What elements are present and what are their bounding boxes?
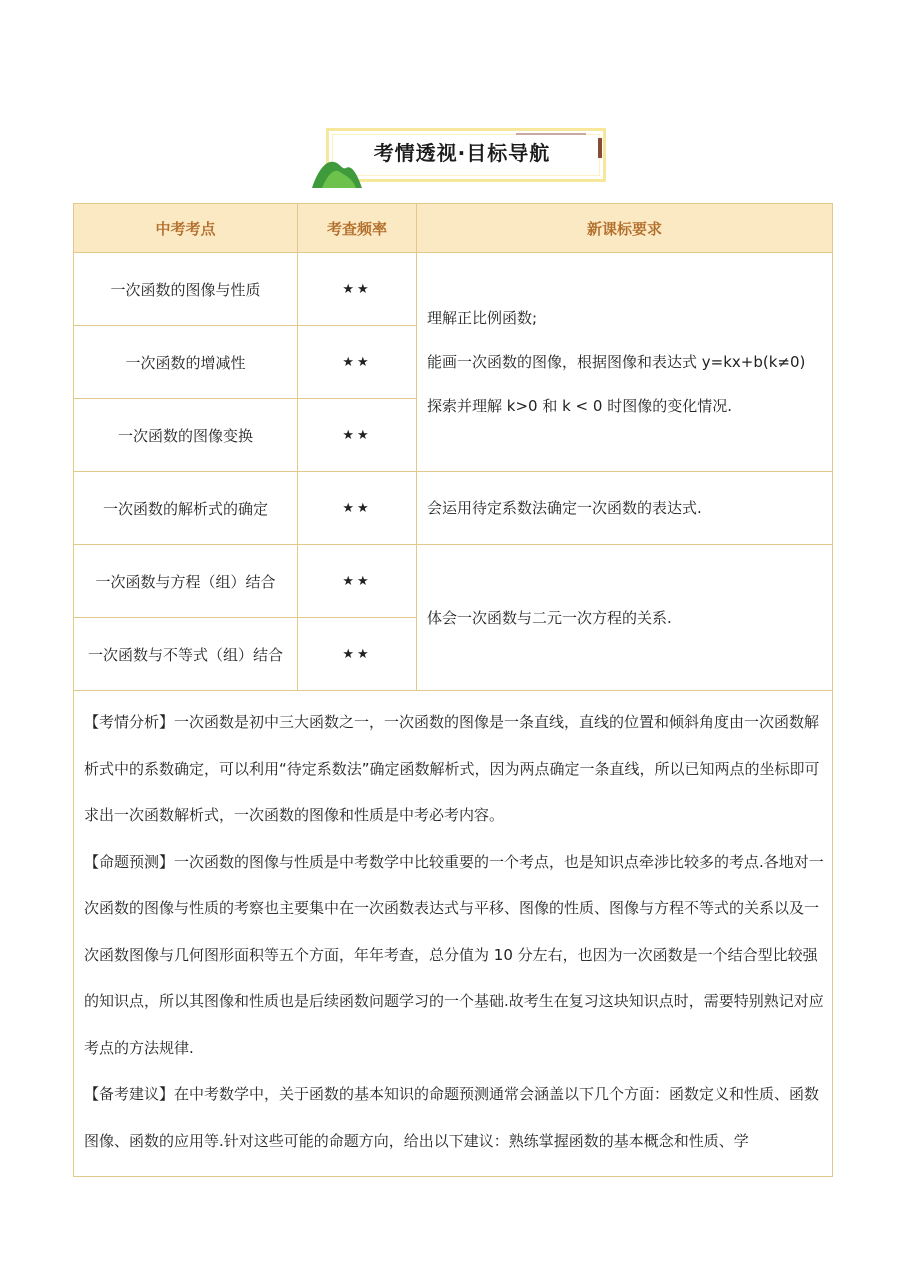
page-title: 考情透视·目标导航 bbox=[373, 141, 551, 165]
requirement-cell bbox=[417, 253, 833, 472]
requirement-cell: 体会一次函数与二元一次方程的关系. bbox=[417, 545, 833, 691]
frequency-stars: ★★ bbox=[298, 472, 417, 545]
title-banner bbox=[312, 124, 612, 192]
exam-point-cell: 一次函数的解析式的确定 bbox=[74, 472, 298, 545]
requirement-line: 理解正比例函数; bbox=[427, 309, 538, 327]
frequency-stars: ★★ bbox=[298, 253, 417, 326]
analysis-cell bbox=[74, 691, 833, 1177]
exam-point-cell: 一次函数的图像变换 bbox=[74, 399, 298, 472]
suggestion-paragraph: 【备考建议】在中考数学中，关于函数的基本知识的命题预测通常会涵盖以下几个方面：函数定义和性质、函数图像、函数的应用等.针对这些可能的命题方向，给出以下建议：熟练掌握函数的基本概念和性质、学 bbox=[84, 1085, 820, 1150]
header-frequency: 考查频率 bbox=[298, 204, 417, 253]
requirement-line: 能画一次函数的图像，根据图像和表达式 y=kx+b(k≠0) bbox=[427, 353, 806, 371]
table-row bbox=[74, 253, 833, 326]
banner-accent-line bbox=[516, 133, 586, 135]
frequency-stars: ★★ bbox=[298, 326, 417, 399]
frequency-stars: ★★ bbox=[298, 618, 417, 691]
requirement-cell: 会运用待定系数法确定一次函数的表达式. bbox=[417, 472, 833, 545]
header-requirement: 新课标要求 bbox=[417, 204, 833, 253]
frequency-stars: ★★ bbox=[298, 399, 417, 472]
exam-point-table bbox=[73, 203, 833, 1177]
exam-point-cell: 一次函数与不等式（组）结合 bbox=[74, 618, 298, 691]
table-header-row bbox=[74, 204, 833, 253]
analysis-paragraph: 【考情分析】一次函数是初中三大函数之一，一次函数的图像是一条直线，直线的位置和倾斜角度由一次函数解析式中的系数确定，可以利用“待定系数法”确定函数解析式，因为两点确定一条直线，所以已知两点的坐标即可求出一次函数解析式，一次函数的图像和性质是中考必考内容。 bbox=[84, 713, 820, 824]
requirement-line: 探索并理解 k>0 和 k < 0 时图像的变化情况. bbox=[427, 397, 732, 415]
mountain-icon bbox=[312, 152, 362, 188]
exam-point-cell: 一次函数的图像与性质 bbox=[74, 253, 298, 326]
table-row bbox=[74, 545, 833, 618]
frequency-stars: ★★ bbox=[298, 545, 417, 618]
header-exam-point: 中考考点 bbox=[74, 204, 298, 253]
analysis-row bbox=[74, 691, 833, 1177]
prediction-paragraph: 【命题预测】一次函数的图像与性质是中考数学中比较重要的一个考点，也是知识点牵涉比较多的考点.各地对一次函数的图像与性质的考察也主要集中在一次函数表达式与平移、图像的性质、图像与方程不等式的关系以及一次函数图像与几何图形面积等五个方面，年年考查，总分值为 10 分左右，也因为一次函数是一个结合型比较强的知识点，所以其图像和性质也是后续函数问题学习的一个基础.故考生在复习这块知识点时，需要特别熟记对应考点的方法规律. bbox=[84, 852, 824, 1057]
exam-point-cell: 一次函数与方程（组）结合 bbox=[74, 545, 298, 618]
table-row bbox=[74, 472, 833, 545]
exam-point-cell: 一次函数的增减性 bbox=[74, 326, 298, 399]
